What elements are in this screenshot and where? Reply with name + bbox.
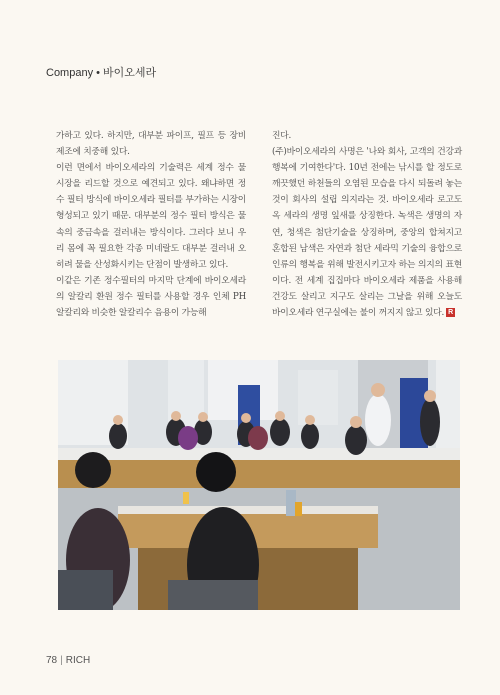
meeting-photo-illustration — [58, 360, 460, 610]
end-mark-icon: R — [446, 308, 455, 317]
meeting-photo — [58, 360, 460, 610]
page-number: 78 — [46, 655, 58, 666]
article-paragraph: 이런 면에서 바이오세라의 기술력은 세계 정수 물 시장을 리드할 것으로 예견되고 있다. 왜냐하면 정수 필터 방식에 바이오세라 필터를 부가하는 시장이 형성되고 있기 때문. 대부분의 정수 필터 방식은 물 속의 중금속을 걸러내는 방식이다. 그러다 보니 우리 몸에 꼭 필요한 각종 미네랄도 대부분 걸러내 오히려 물을 산성화시키는 단점이 발생하고 있다. — [56, 163, 246, 270]
article-paragraph: 진다. — [272, 131, 292, 141]
section-header — [46, 64, 156, 80]
footer-separator: | — [60, 655, 63, 666]
page-footer — [46, 655, 90, 666]
article-right-column — [272, 128, 462, 321]
section-label: Company — [46, 67, 94, 79]
subsection-label: 바이오세라 — [102, 67, 157, 79]
article-paragraph: 이같은 기존 정수필터의 마지막 단계에 바이오세라의 알칼리 환원 정수 필터를 사용할 경우 인체 PH 알칼리와 비슷한 알칼리수 음용이 가능해 — [56, 275, 246, 319]
magazine-name: RICH — [65, 655, 91, 666]
article-paragraph — [272, 144, 462, 321]
article-paragraph-text: (주)바이오세라의 사명은 '나와 회사, 고객의 건강과 행복에 기여한다'다. 10년 전에는 낚시를 할 정도로 깨끗했던 하천들의 오염된 모습을 다시 되돌려 놓는 것이 회사의 설립 의지라는 것. 바이오세라 로고도 옥 세라의 생명 잎새를 상징한다. 녹색은 생명의 자연, 청색은 첨단기술을 상징하며, 중앙의 합쳐지고 혼합된 남색은 자연과 첨단 세라믹 기술의 융합으로 인류의 행복을 위해 발전시키고자 하는 의지의 표현이다. 전 세계 집집마다 바이오세라 제품을 사용해 건강도 살리고 지구도 살리는 그날을 위해 오늘도 바이오세라 연구실에는 불이 꺼지지 않고 있다. — [272, 147, 462, 319]
article-left-column — [56, 128, 246, 321]
article-paragraph: 가하고 있다. 하지만, 대부분 파이프, 필프 등 장비 제조에 치중해 있다. — [56, 131, 246, 158]
section-separator: • — [96, 67, 100, 79]
